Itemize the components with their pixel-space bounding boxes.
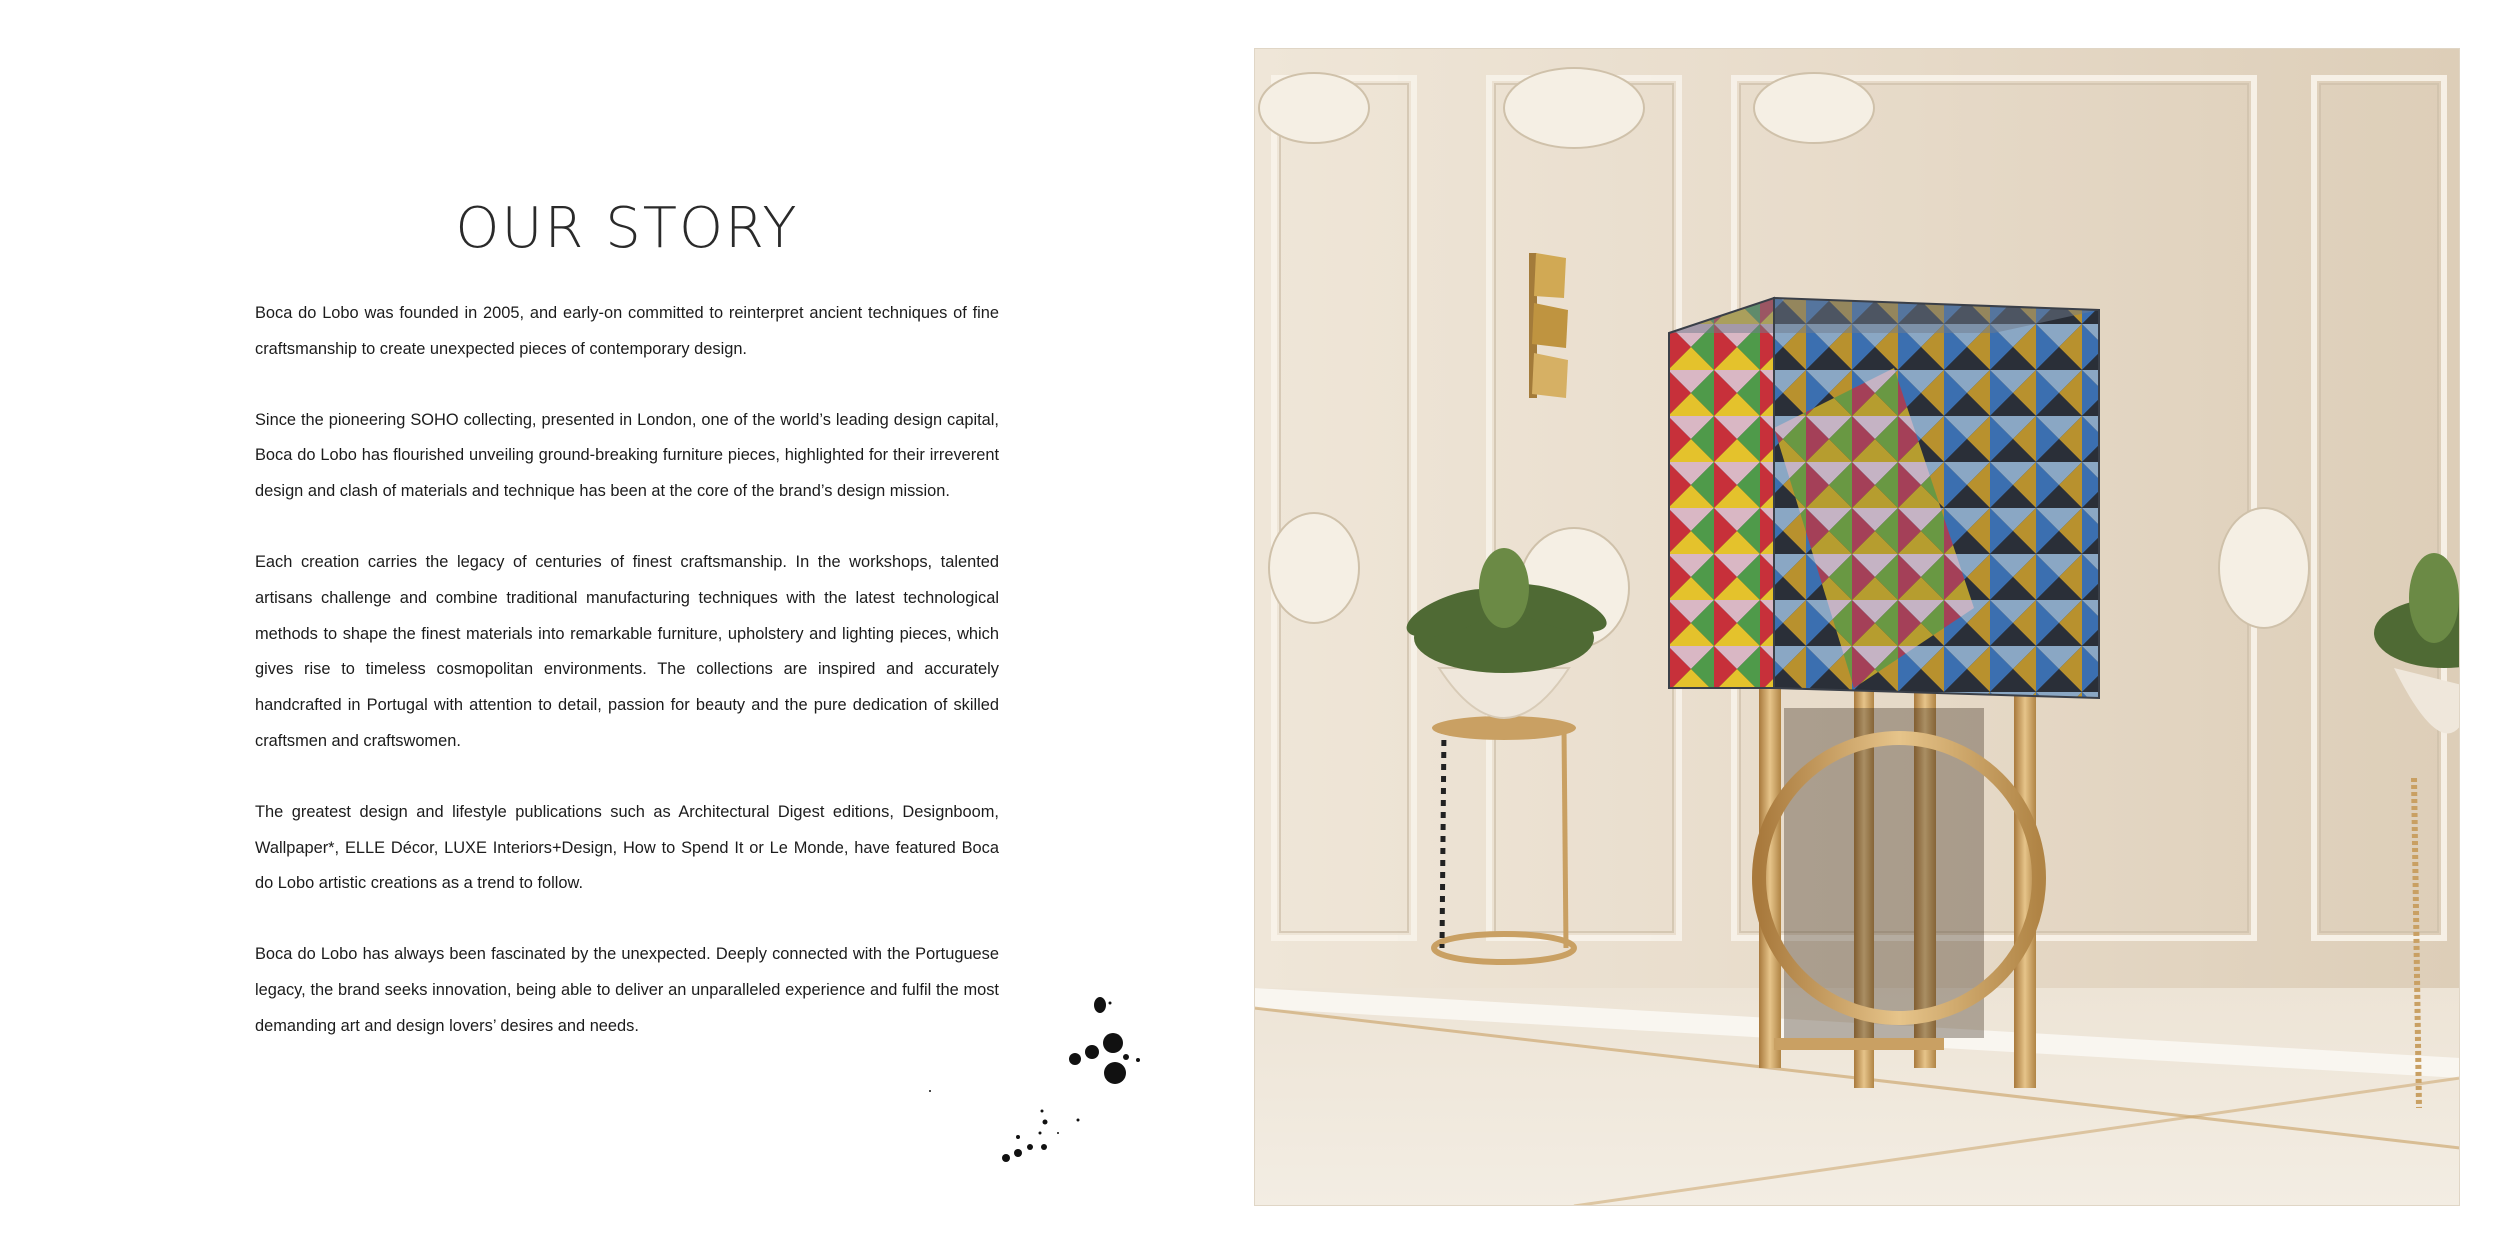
page-title: OUR STORY xyxy=(455,196,799,261)
product-photo xyxy=(1254,48,2460,1206)
paragraph: Boca do Lobo has always been fascinated by the unexpected. Deeply connected with the Portuguese legacy, the brand seeks innovation, being able to deliver an unparalleled experience and fulfil the most demanding art and design lovers’ desires and needs. xyxy=(255,945,999,1035)
paragraph: Since the pioneering SOHO collecting, presented in London, one of the world’s leading design capital, Boca do Lobo has flourished unveiling ground-breaking furniture pieces, highlighted for their irreverent design and clash of materials and technique has been at the core of the brand’s design mission. xyxy=(255,410,999,501)
paragraph: Boca do Lobo was founded in 2005, and early-on committed to reinterpret ancient techniques of fine craftsmanship to create unexpected pieces of contemporary design. xyxy=(255,304,999,358)
paragraph: Each creation carries the legacy of centuries of finest craftsmanship. In the workshops, talented artisans challenge and combine traditional manufacturing techniques with the latest technological methods to shape the finest materials into remarkable furniture, upholstery and lighting pieces, which gives rise to timeless cosmopolitan environments. The collections are inspired and accurately handcrafted in Portugal with attention to detail, passion for beauty and the pure dedication of skilled craftsmen and craftswomen. xyxy=(255,552,999,750)
paragraph: The greatest design and lifestyle publications such as Architectural Digest editions, Designboom, Wallpaper*, ELLE Décor, LUXE Interiors+Design, How to Spend It or Le Monde, have featured Boca do Lobo artistic creations as a trend to follow. xyxy=(255,802,999,893)
story-text xyxy=(255,296,999,1080)
ink-splatter-decoration xyxy=(910,985,1160,1175)
